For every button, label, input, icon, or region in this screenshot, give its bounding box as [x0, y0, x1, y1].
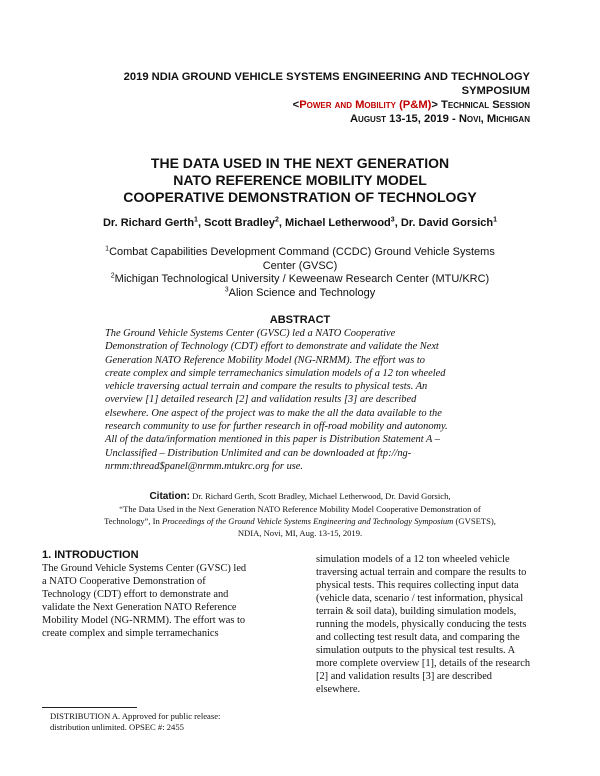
abstract-line: vehicle traversing actual terrain and compare the results to physical tests. An	[105, 381, 428, 393]
affiliation-3: $^3$Alion Science and Technology	[224, 285, 376, 299]
body-line: validate the Next Generation NATO Reference	[42, 602, 237, 613]
session-close: > Technical Session	[431, 99, 530, 111]
body-line: elsewhere.	[316, 684, 361, 695]
citation-line: (GVSETS),	[453, 516, 496, 526]
author-aff: 3	[390, 216, 395, 224]
citation-proceedings: Proceedings of the Ground Vehicle Systems Engineering and Technology Symposium	[161, 516, 454, 526]
abstract-line: Demonstration of Technology (CDT) effort to demonstrate and validate the Next	[105, 341, 439, 353]
body-line: traversing actual terrain and compare the results to	[316, 567, 527, 578]
abstract-body	[105, 327, 495, 473]
abstract-line: All of the data/information mentioned in this paper is Distribution Statement A –	[105, 434, 440, 446]
title-line: COOPERATIVE DEMONSTRATION OF TECHNOLOGY	[123, 189, 477, 205]
title-line: NATO REFERENCE MOBILITY MODEL	[173, 172, 427, 188]
citation-block	[60, 490, 540, 539]
symposium-header	[124, 70, 530, 126]
author-aff: 2	[275, 216, 279, 224]
author-list: Dr. Richard Gerth$^1$, Scott Bradley$^2$, Michael Letherwood$^3$, Dr. David Gorsich$^1$	[102, 216, 498, 229]
title-line: THE DATA USED IN THE NEXT GENERATION	[150, 155, 450, 171]
body-line: simulation outputs to the physical test results. A	[316, 645, 516, 656]
body-line: (vehicle data, scenario / test information, physical	[316, 593, 524, 604]
date-location: August 13-15, 2019 - Novi, Michigan	[349, 113, 530, 125]
citation-line: Dr. Richard Gerth, Scott Bradley, Michael Letherwood, Dr. David Gorsich,	[192, 491, 451, 501]
body-line: physical tests. This requires collecting input data	[316, 580, 519, 591]
intro-right-column	[316, 553, 556, 696]
abstract-line: Unclassified – Distribution Unlimited and can be downloaded at ftp://ng-	[105, 447, 412, 459]
body-line: The Ground Vehicle Systems Center (GVSC) led	[42, 563, 247, 574]
abstract-line: nrmm:thread$panel@nrmm.mtukrc.org for use.	[105, 460, 304, 472]
author-name: Michael Letherwood	[285, 217, 391, 229]
citation-line: NDIA, Novi, MI, Aug. 13-15, 2019.	[237, 528, 363, 538]
body-line: running the models, physically conducing the tests	[316, 619, 527, 630]
body-line: a NATO Cooperative Demonstration of	[42, 576, 206, 587]
abstract-line: elsewhere. One aspect of the project was to make the all the data available to the	[105, 407, 442, 419]
body-line: and collecting test result data, and comparing the	[316, 632, 520, 643]
header-line-1: 2019 NDIA GROUND VEHICLE SYSTEMS ENGINEERING AND TECHNOLOGY	[123, 71, 530, 83]
body-line: Mobility Model (NG-NRMM). The effort was to	[42, 615, 246, 626]
citation-label: Citation:	[149, 491, 190, 502]
distribution-footnote	[50, 711, 300, 733]
body-line: Technology (CDT) effort to demonstrate and	[42, 589, 229, 600]
author-name: Scott Bradley	[204, 217, 275, 229]
author-aff: 1	[493, 216, 498, 224]
body-line: create complex and simple terramechanics	[42, 628, 219, 639]
body-line: terrain & soil data), building simulation models,	[316, 606, 517, 617]
session-open: <	[292, 99, 300, 111]
abstract-heading: ABSTRACT	[269, 314, 331, 326]
session-line	[124, 98, 530, 112]
citation-line: Technology”, In	[104, 516, 162, 526]
author-aff: 1	[194, 216, 198, 224]
body-line: more complete overview [1], details of the research	[316, 658, 531, 669]
abstract-line: create complex and simple terramechanics simulation models of a 12 ton wheeled	[105, 367, 446, 379]
abstract-line: Generation NATO Reference Mobility Model (NG-NRMM). The effort was to	[105, 354, 425, 366]
abstract-line: The Ground Vehicle Systems Center (GVSC) led a NATO Cooperative	[105, 328, 396, 339]
affiliation-1-cont: Center (GVSC)	[262, 259, 338, 272]
affiliation-2: $^2$Michigan Technological University / Keweenaw Research Center (MTU/KRC)	[110, 272, 490, 285]
intro-left-column	[42, 562, 300, 640]
section-heading-introduction: 1. INTRODUCTION	[42, 549, 139, 561]
citation-line: “The Data Used in the Next Generation NATO Reference Mobility Model Cooperative Demonstration of	[119, 504, 481, 514]
author-name: Dr. David Gorsich	[400, 217, 494, 229]
abstract-line: research community to use for further research in off-road mobility and autonomy.	[105, 421, 448, 433]
footnote-line: distribution unlimited. OPSEC #: 2455	[50, 722, 184, 732]
affiliations	[0, 246, 600, 300]
footnote-line: DISTRIBUTION A. Approved for public release:	[50, 711, 221, 721]
body-line: simulation models of a 12 ton wheeled vehicle	[316, 554, 510, 565]
abstract-line: overview [1] detailed research [2] and validation results [3] are described	[105, 394, 417, 406]
header-line-2: SYMPOSIUM	[461, 85, 530, 97]
author-name: Dr. Richard Gerth	[102, 217, 195, 229]
footnote-rule	[42, 707, 137, 708]
session-name: Power and Mobility (P&M)	[299, 99, 432, 111]
paper-title	[0, 155, 600, 206]
body-line: [2] and validation results [3] are described	[316, 671, 492, 682]
affiliation-1: $^1$Combat Capabilities Development Command (CCDC) Ground Vehicle Systems	[105, 245, 495, 258]
